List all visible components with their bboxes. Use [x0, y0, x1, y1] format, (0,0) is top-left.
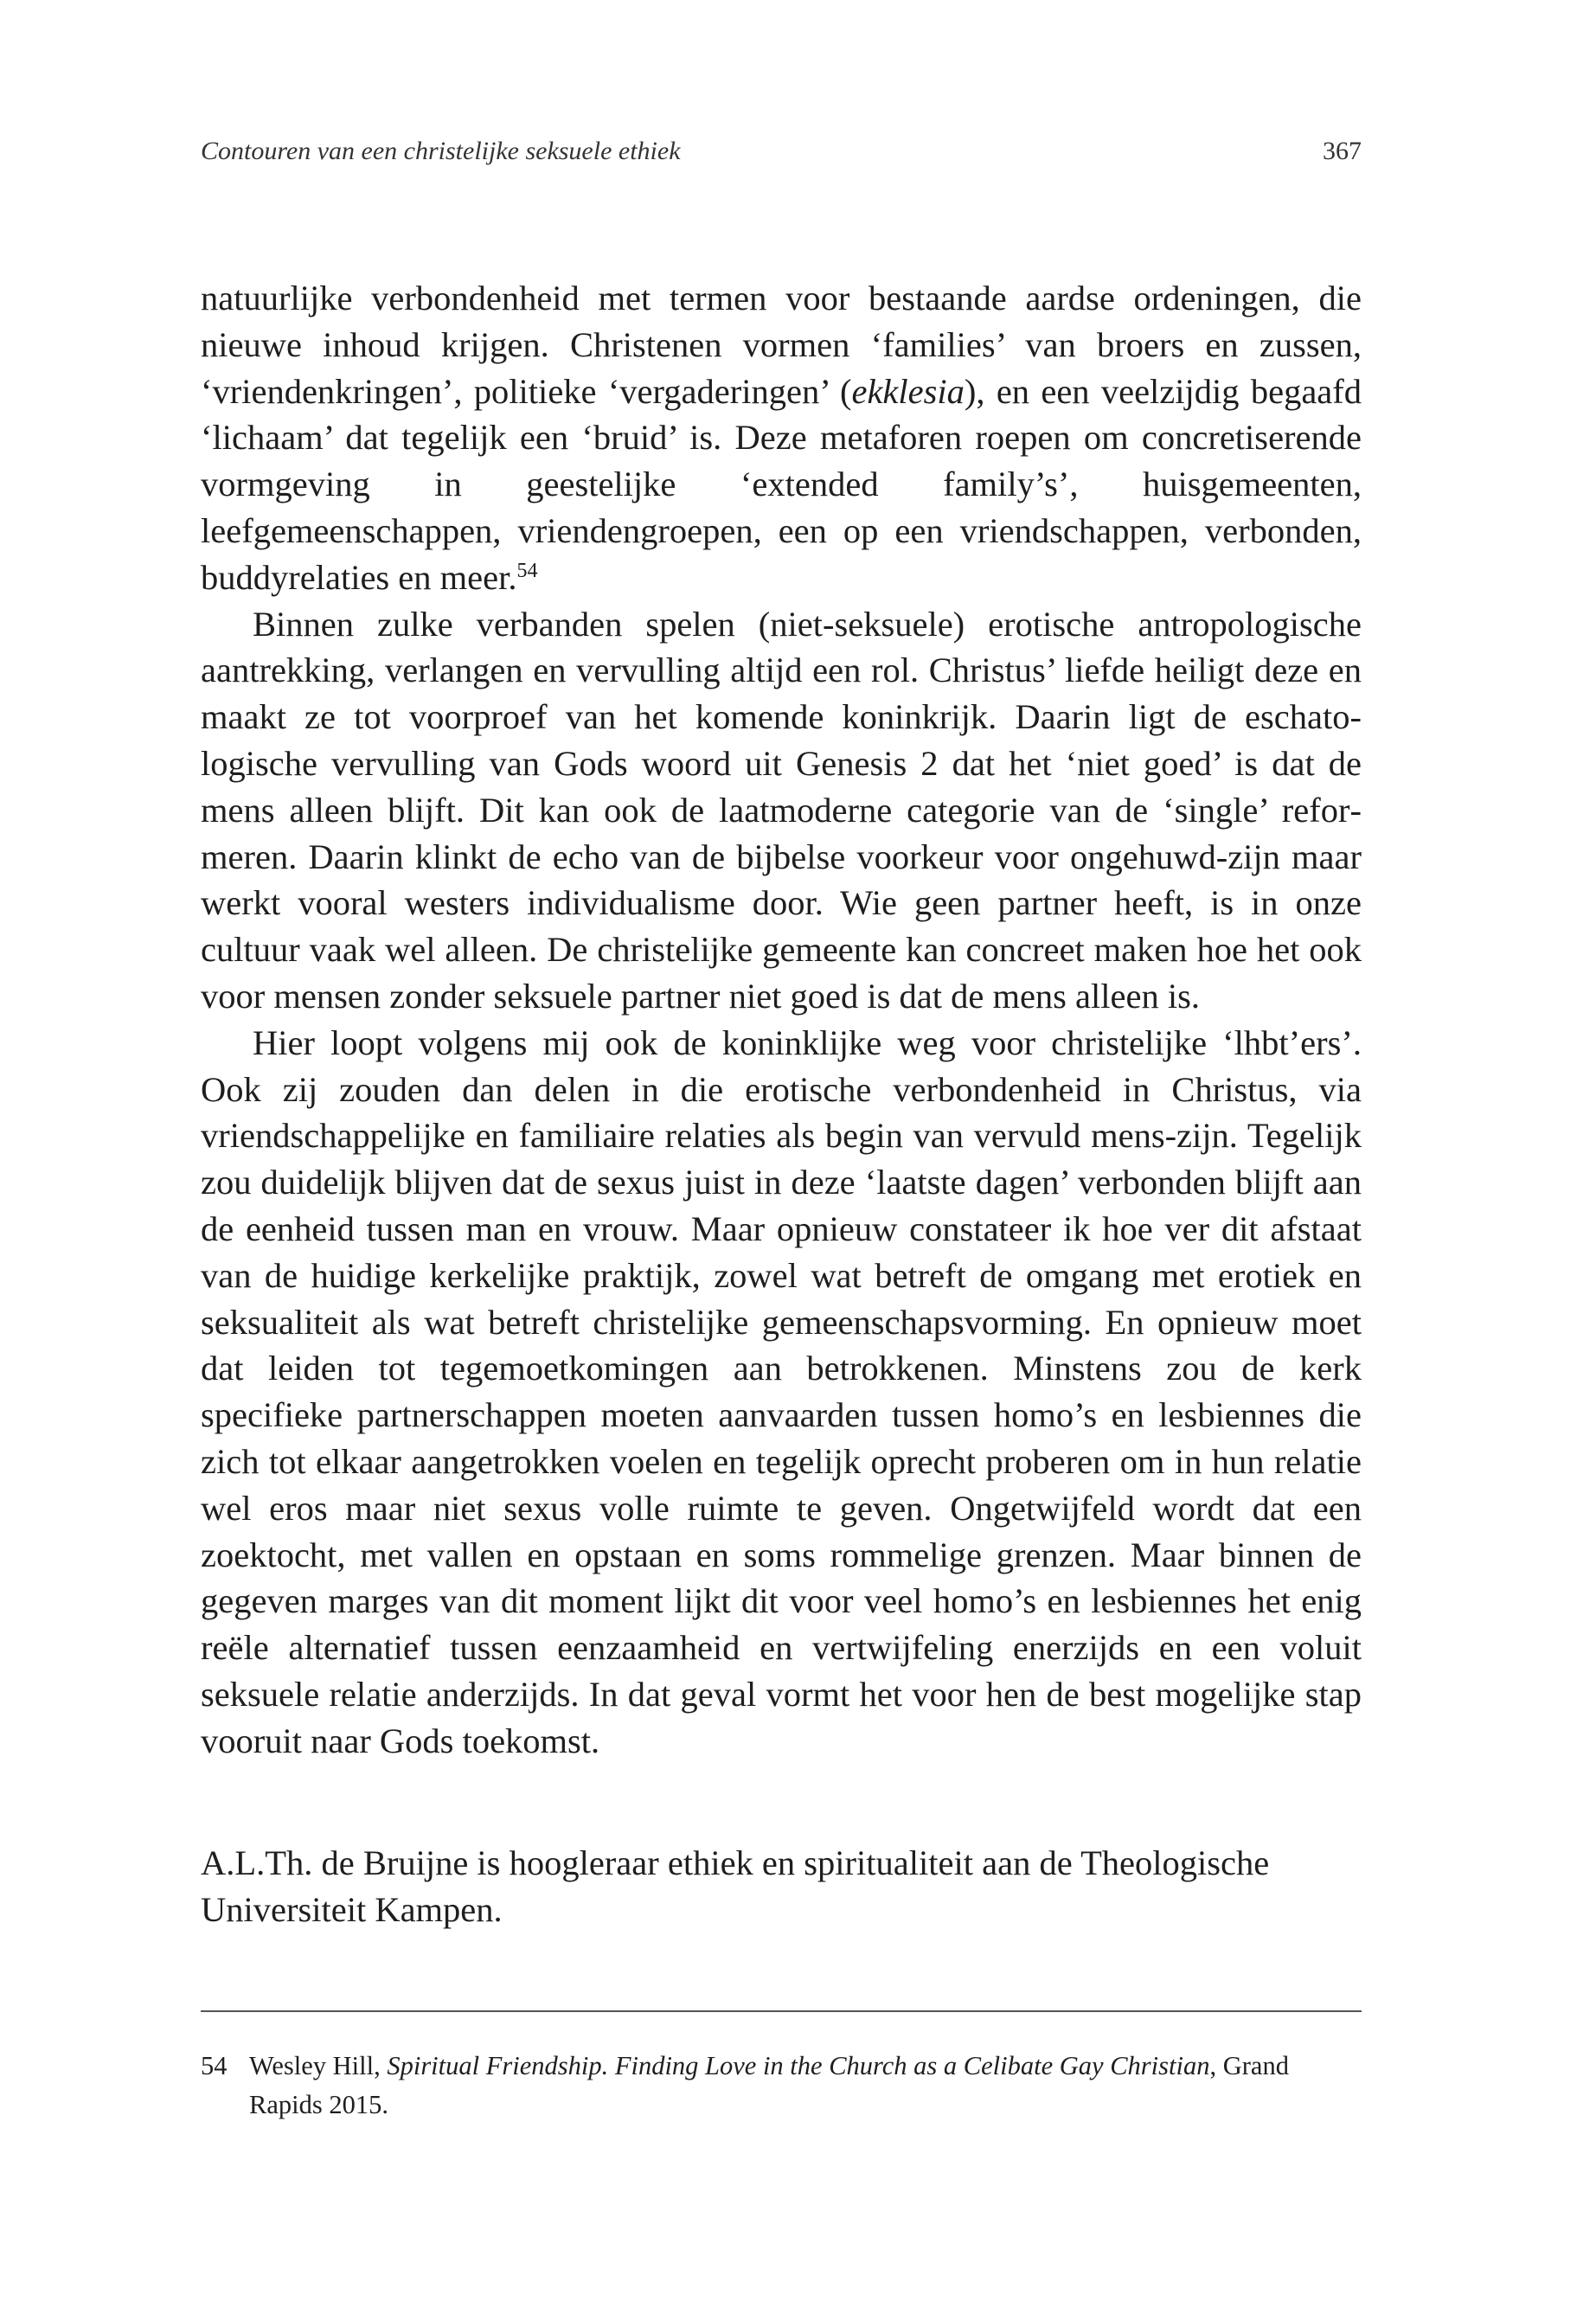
page-number: 367: [1323, 137, 1362, 165]
footnote-author: Wesley Hill,: [249, 2051, 388, 2080]
footnote-publication: , Grand Rapids 2015.: [249, 2051, 1289, 2119]
emphasis-ekklesia: ekklesia: [851, 371, 965, 411]
body-text: [201, 275, 1362, 1765]
footnote-divider: [201, 2010, 1362, 2012]
author-note: A.L.Th. de Bruijne is hoogleraar ethiek en spiritualiteit aan de Theologische Universiteit Kampen.: [201, 1843, 1270, 1929]
running-head-title: Contouren van een christelijke seksuele ethiek: [201, 137, 681, 165]
running-head: [201, 137, 1362, 166]
footnote-number: 54: [201, 2051, 228, 2080]
paragraph-1-text-a: natuurlijke verbondenheid met termen voor bestaande aardse ordeningen, die nieuwe inhoud krijgen. Christenen vormen ‘families’ van broers en zussen, ‘vriendenkringen’, politieke ‘vergaderingen’ (: [201, 279, 1362, 411]
footnote-book-title: Spiritual Friendship. Finding Love in the Church as a Celibate Gay Christian: [387, 2051, 1210, 2080]
footnote-text: [249, 2047, 1362, 2125]
footnote-reference[interactable]: 54: [516, 559, 538, 582]
paragraph-1: [201, 275, 1362, 601]
footnote: [201, 2047, 1362, 2125]
paragraph-1-text-b: ), en een veelzijdig begaafd ‘lichaam’ dat tegelijk een ‘bruid’ is. Deze metaforen roepen om concretiserende vormgeving in geestelijke ‘extended family’s’, huisgemeenten, leefgemeenschappen, vriendengroepen, een op een vriendschappen, verbonden, buddyrelaties en meer.: [201, 371, 1362, 597]
paragraph-2: Binnen zulke verbanden spelen (niet-seksuele) erotische antropologische aantrekking, verlangen en vervulling altijd een rol. Christus’ liefde heiligt deze en maakt ze tot voorproef van het komende koninkrijk. Daarin ligt de eschatologische vervulling van Gods woord uit Genesis 2 dat het ‘niet goed’ is dat de mens alleen blijft. Dit kan ook de laatmoderne categorie van de ‘single’ reformeren. Daarin klinkt de echo van de bijbelse voorkeur voor ongehuwd-zijn maar werkt vooral westers individualisme door. Wie geen partner heeft, is in onze cultuur vaak wel alleen. De christelijke gemeente kan concreet maken hoe het ook voor mensen zonder seksuele partner niet goed is dat de mens alleen is.: [201, 604, 1362, 1016]
paragraph-3: Hier loopt volgens mij ook de koninklijke weg voor christelijke ‘lhbt’ers’. Ook zij zouden dan delen in die erotische verbondenheid in Christus, via vriendschappelijke en familiaire relaties als begin van vervuld mens-zijn. Tegelijk zou duidelijk blijven dat de sexus juist in deze ‘laatste dagen’ verbonden blijft aan de eenheid tussen man en vrouw. Maar opnieuw constateer ik hoe ver dit afstaat van de huidige kerkelijke praktijk, zowel wat betreft de omgang met erotiek en seksualiteit als wat betreft christelijke gemeenschapsvorming. En opnieuw moet dat leiden tot tegemoetkomingen aan betrokkenen. Minstens zou de kerk specifieke partnerschappen moeten aanvaarden tussen homo’s en lesbiennes die zich tot elkaar aangetrokken voelen en tegelijk oprecht proberen om in hun relatie wel eros maar niet sexus volle ruimte te geven. Ongetwijfeld wordt dat een zoektocht, met vallen en opstaan en soms rommelige grenzen. Maar binnen de gegeven marges van dit moment lijkt dit voor veel homo’s en lesbiennes het enig reële alternatief tussen eenzaamheid en vertwijfeling enerzijds en een voluit seksuele relatie anderzijds. In dat geval vormt het voor hen de best mogelijke stap vooruit naar Gods toekomst.: [201, 1022, 1362, 1760]
